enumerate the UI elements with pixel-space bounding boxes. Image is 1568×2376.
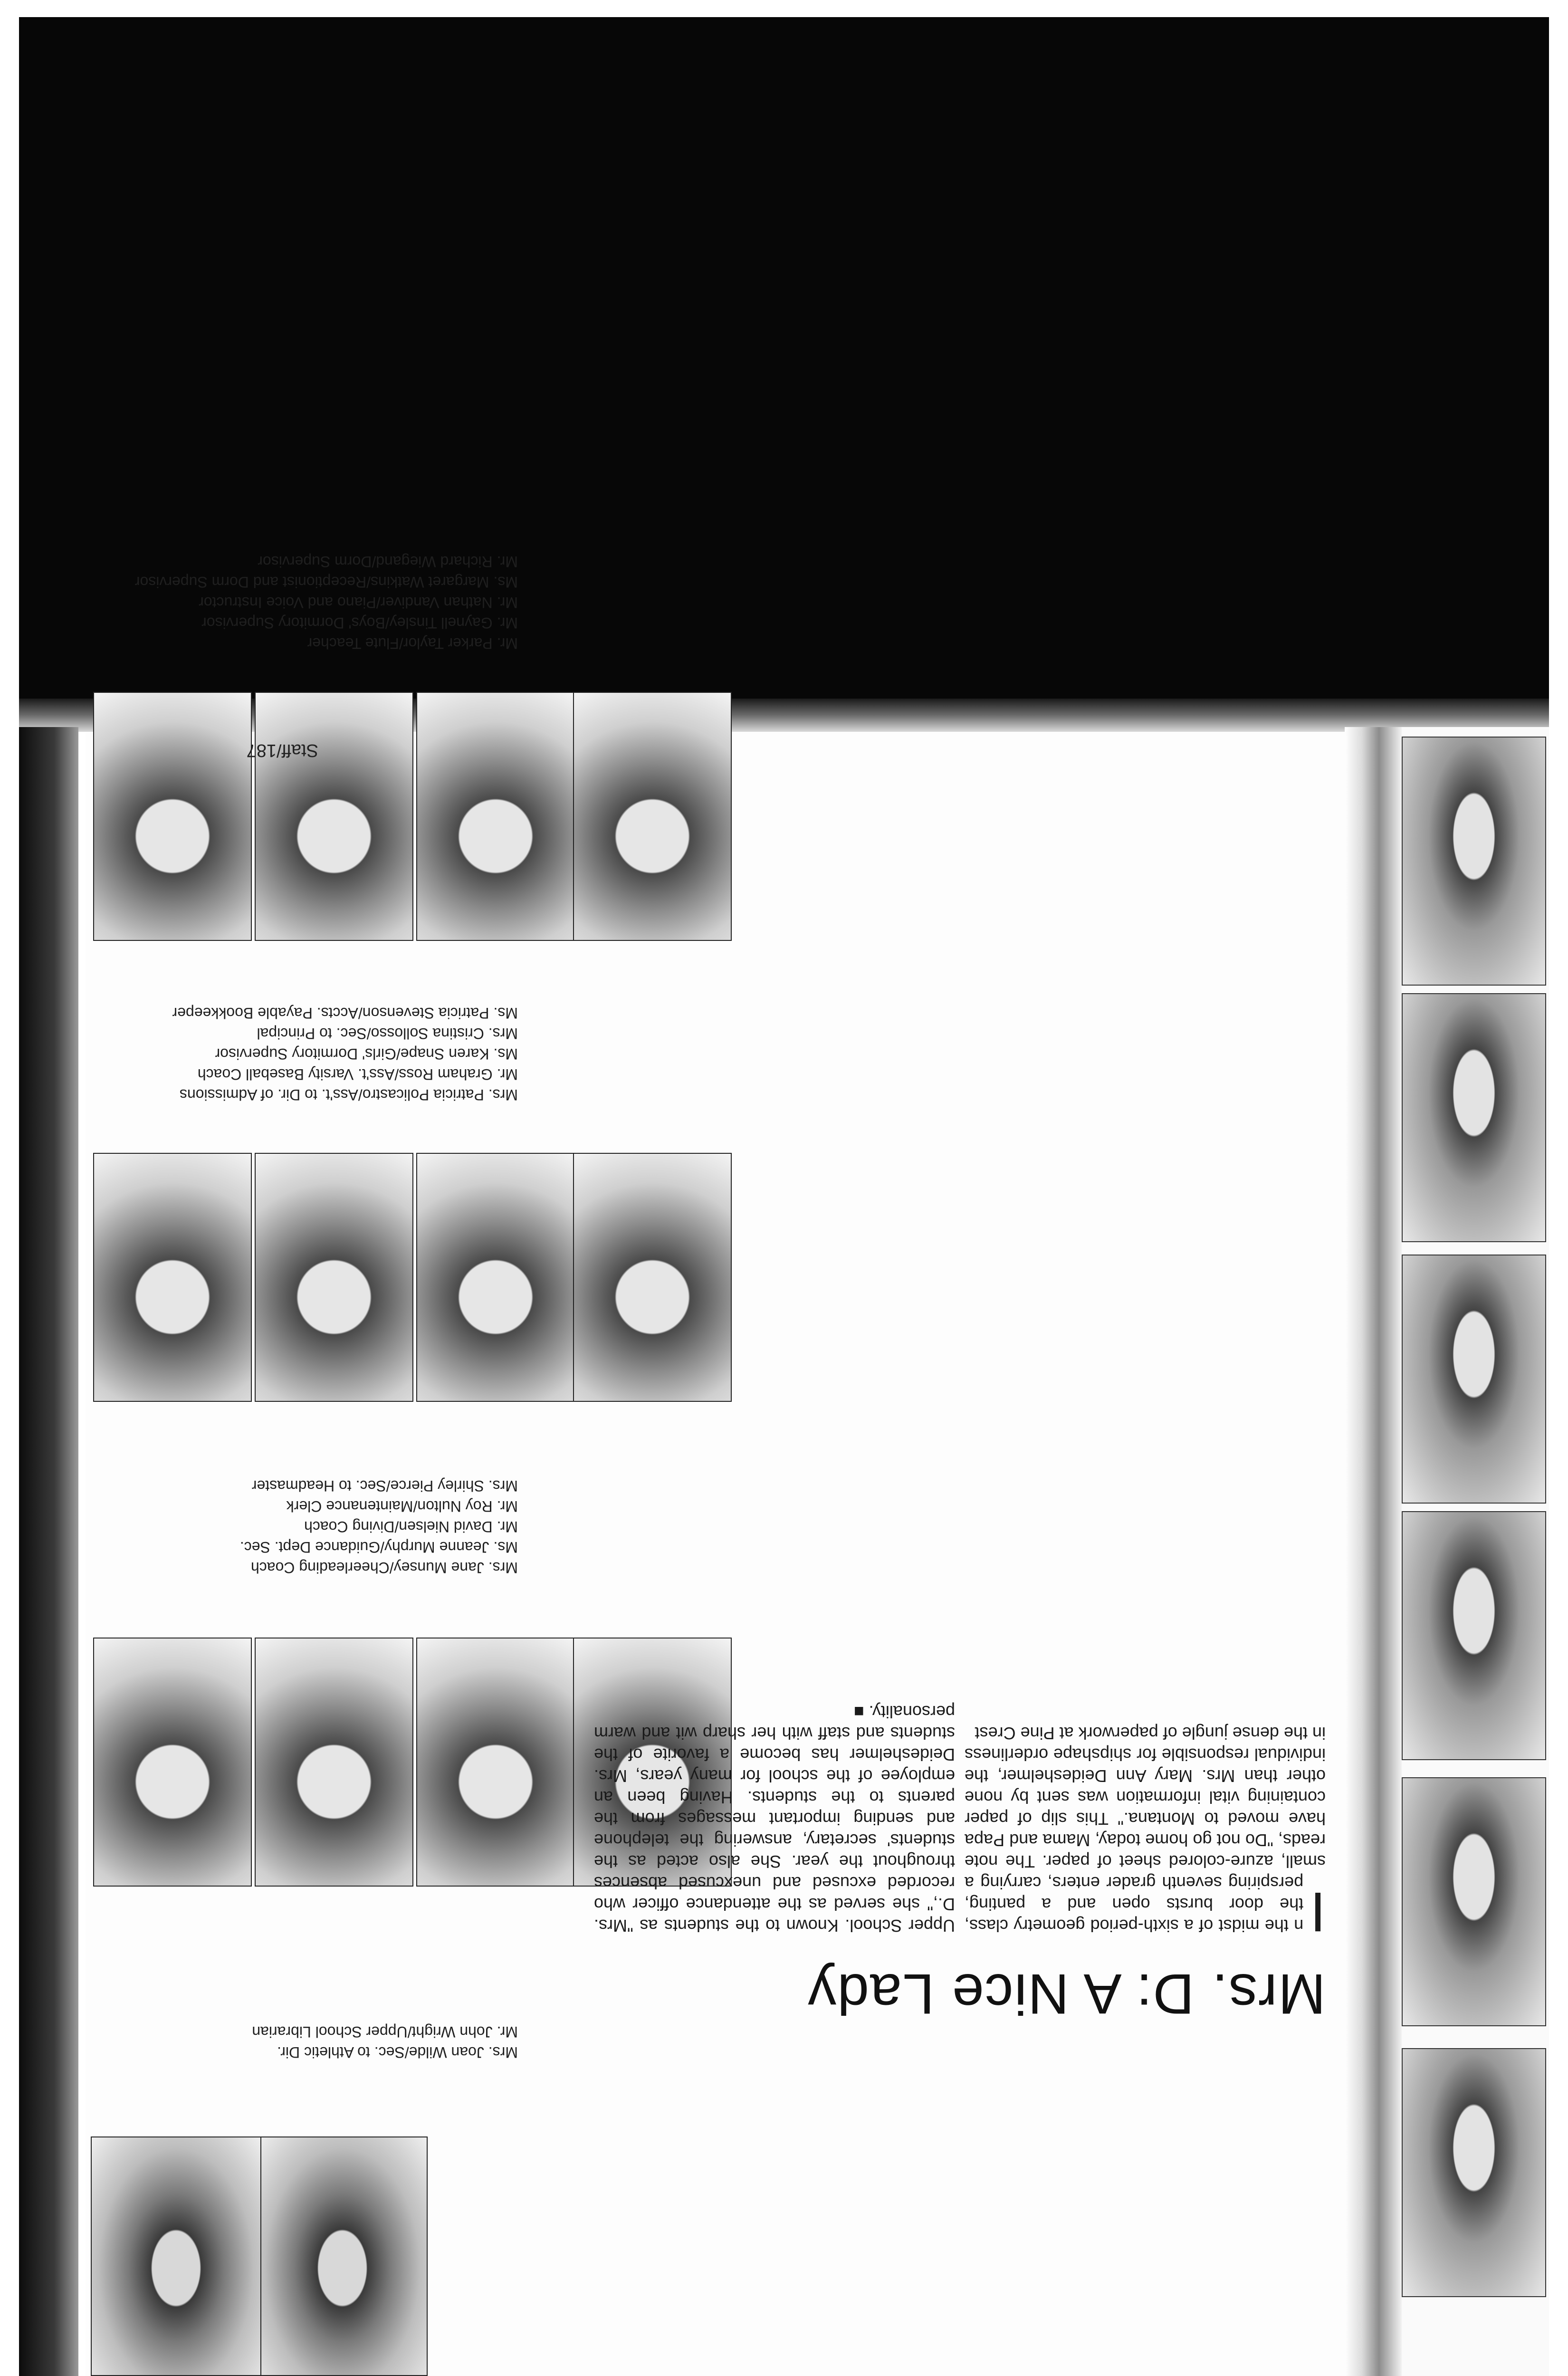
staff-photo (93, 692, 252, 941)
caption-group-b: Mrs. Patricia Policastro/Ass't. to Dir. of Admissions Mr. Graham Ross/Ass't. Varsity Baseball Coach Ms. Karen Snape/Girls' Dormitory Supervisor Mrs. Cristina Sollosso/Sec. to Principal Ms. Patricia Stevenson/Accts. Payable Bookkeeper (172, 1005, 518, 1103)
facing-photo (1402, 993, 1546, 1242)
facing-photo (1402, 1511, 1546, 1760)
scanner-left-shadow (19, 727, 78, 2376)
facing-photo (1402, 737, 1546, 986)
facing-photo (1402, 1777, 1546, 2026)
page-title: Mrs. D: A Nice Lady (807, 1962, 1326, 2026)
staff-photo (416, 692, 575, 941)
staff-photo (255, 692, 413, 941)
staff-photo (93, 1153, 252, 1402)
staff-photo (416, 1153, 575, 1402)
book-gutter (1345, 727, 1402, 2376)
staff-photo (91, 2136, 261, 2376)
article-column-1 (965, 1723, 1326, 1943)
caption-wilde-wright: Mrs. Joan Wilde/Sec. to Athletic Dir. Mr. John Wright/Upper School Librarian (252, 2023, 518, 2061)
staff-photo (573, 1153, 732, 1402)
yearbook-page (86, 553, 1345, 2376)
facing-photo (1402, 2048, 1546, 2297)
article-text-1: n the midst of a sixth-period geometry class, the door bursts open and a panting, perspiring seventh grader enters, carrying a small, azure-colored sheet of paper. The note reads, "Do not go home today, Mama and Papa have moved to Montana." This slip of paper containing vital information was sent by none other than Mrs. Mary Ann Deideshelmer, the individual responsible for shipshape orderliness in the dense jungle of paperwork at Pine Crest (965, 1724, 1326, 1935)
caption-group-a: Mrs. Jane Munsey/Cheerleading Coach Ms. Jeanne Murphy/Guidance Dept. Sec. Mr. David Nielsen/Diving Coach Mr. Roy Nulton/Maintenance Clerk Mrs. Shirley Pierce/Sec. to Headmaster (239, 1477, 518, 1576)
drop-cap: I (1310, 1880, 1326, 1943)
staff-photo (255, 1638, 413, 1887)
staff-photo (93, 1638, 252, 1887)
page-folio: Staff/187 (246, 740, 318, 760)
caption-group-c: Mr. Parker Taylor/Flute Teacher Mr. Gaynell Tinsley/Boys' Dormitory Supervisor Mr. Nathan Vandiver/Piano and Voice Instructor Ms. Margaret Watkins/Receptionist and Dorm Supervisor Mr. Richard Wiegand/Dorm Supervisor (134, 553, 518, 652)
rotated-page-content (86, 553, 1345, 2376)
facing-page-edge (1402, 727, 1549, 2376)
staff-photo (573, 692, 732, 941)
staff-photo (416, 1638, 575, 1887)
staff-photo (255, 1153, 413, 1402)
facing-photo (1402, 1255, 1546, 1504)
article-column-2: Upper School. Known to the students as "Mrs. D.," she served as the attendance officer who recorded excused and unexcused absences throughout the year. She also acted as the students' secretary, answering the telephone and sending important messages from the parents to the students. Having been an employee of the school for many years, Mrs. Deideshelmer has become a favorite of the students and staff with her sharp wit and warm personality. ■ (594, 1702, 955, 1935)
staff-photo (257, 2136, 428, 2376)
